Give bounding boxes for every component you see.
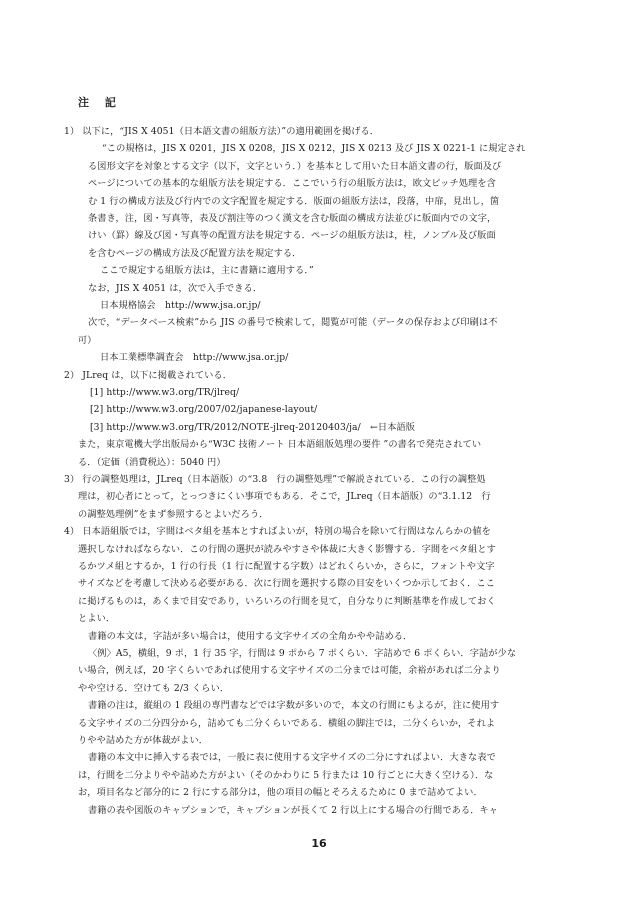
text-line: りやや詰めた方が体裁がよい． <box>78 735 209 746</box>
text-line: 条書き，注，図・写真等，表及び割注等のつく漢文を含む版面の構成方法並びに版面内での文字， <box>88 213 497 224</box>
text-line: 可） <box>78 334 97 346</box>
text-line: 書籍の本文は，字詰が多い場合は，使用する文字サイズの全角かやや詰める． <box>88 630 413 642</box>
text-line: に掲げるものは，あくまで目安であり，いろいろの行間を見て，自分なりに判断基準を作成しておく <box>78 595 496 607</box>
text-line: また，東京電機大学出版局から“W3C 技術ノート 日本語組版処理の要件 ”の書名で発売されてい <box>78 439 482 451</box>
text-line: サイズなどを考慮して決める必要がある．次に行間を選択する際の目安をいくつか示しておく．ここ <box>78 578 496 590</box>
text-line: 次で，“データベース検索”から JIS の番号で検索して，閲覧が可能（データの保存および印刷は不 <box>88 317 498 329</box>
text-line: とよい． <box>78 613 116 625</box>
text-line: 書籍の表や図版のキャプションで，キャプションが長くて 2 行以上にする場合の行間である．キャ <box>88 804 499 816</box>
text-line: 書籍の本文中に挿入する表では，一般に表に使用する文字サイズの二分にすればよい．大きな表で <box>88 752 496 764</box>
text-line: む 1 行の構成方法及び行内での文字配置を規定する．版面の組版方法は，段落，中扉，見出し，箇 <box>88 195 500 207</box>
text-line: ここで規定する組版方法は，主に書籍に適用する．” <box>100 265 314 277</box>
text-line: る図形文字を対象とする文字（以下，文字という．）を基本として用いた日本語文書の行，版面及び <box>88 160 502 172</box>
text-line: 理は，初心者にとって，とっつきにくい事項でもある．そこで，JLreq（日本語版）の“3.1.12 行 <box>78 491 491 503</box>
text-line: お，項目名など部分的に 2 行にする部分は，他の項目の幅とそろえるために 0 まで詰めてよい． <box>78 787 483 799</box>
text-line: 日本工業標準調査会 http://www.jsa.or.jp/ <box>100 352 289 364</box>
text-line: “この規格は，JIS X 0201，JIS X 0208，JIS X 0212，JIS X 0213 及び JIS X 0221-1 に規定され <box>102 143 526 155</box>
text-line: 2） JLreq は，以下に掲載されている． <box>64 369 233 381</box>
text-line: は，行間を二分よりやや詰めた方がよい（そのかわりに 5 行または 10 行ごとに大きく空ける）．な <box>78 769 494 781</box>
text-line: やや空ける．空けても 2/3 くらい． <box>78 682 230 694</box>
text-line: 日本規格協会 http://www.jsa.or.jp/ <box>100 300 261 311</box>
text-line: る．（定価（消費税込）：5040 円） <box>78 456 226 468</box>
text-line: の調整処理例”をまず参照するとよいだろう． <box>78 508 269 520</box>
text-line: るかツメ組とするか，1 行の行長（1 行に配置する字数）はどれくらいか，さらに，フォントや文字 <box>78 561 495 572</box>
text-line: 書籍の注は，縦組の 1 段組の専門書などでは字数が多いので，本文の行間にもよるが，注に使用す <box>88 700 500 712</box>
page-number: 16 <box>311 837 327 850</box>
text-line: 3） 行の調整処理は，JLreq（日本語版）の“3.8 行の調整処理”で解説されている．この行の調整処 <box>64 474 486 485</box>
text-line: 4） 日本語組版では，字間はベタ組を基本とすればよいが，特別の場合を除いて行間はなんらかの値を <box>64 526 491 538</box>
text-line: 選択しなければならない．この行間の選択が読みやすさや体裁に大きく影響する．字間をベタ組とす <box>78 543 496 555</box>
text-line: る文字サイズの二分四分から，詰めても二分くらいである．横組の脚注では，二分くらいか，それよ <box>78 717 496 729</box>
text-line: [3] http://www.w3.org/TR/2012/NOTE-jlreq-20120403/ja/ ←日本語版 <box>90 421 416 433</box>
notes-heading: 注 記 <box>78 96 122 109</box>
text-line: を含むページの構成方法及び配置方法を規定する． <box>88 247 302 259</box>
text-line: [2] http://www.w3.org/2007/02/japanese-layout/ <box>90 404 318 416</box>
text-line: 1） 以下に，“JIS X 4051（日本語文書の組版方法）”の適用範囲を掲げる． <box>64 126 380 137</box>
text-line: [1] http://www.w3.org/TR/jlreq/ <box>90 387 240 398</box>
text-line: い場合，例えば，20 字くらいであれば使用する文字サイズの二分までは可能，余裕があれば二分より <box>78 665 501 677</box>
text-line: なお，JIS X 4051 は，次で入手できる． <box>88 282 263 294</box>
text-line: ページについての基本的な組版方法を規定する．ここでいう行の組版方法は，欧文ピッチ処理を含 <box>88 178 496 190</box>
text-line: けい（罫）線及び図・写真等の配置方法を規定する．ページの組版方法は，柱，ノンブル及び版面 <box>88 230 496 242</box>
text-line: 〈例〉A5，横組，9 ポ，1 行 35 字，行間は 9 ポから 7 ポくらい．字詰めで 6 ポくらい．字詰が少な <box>88 648 517 659</box>
